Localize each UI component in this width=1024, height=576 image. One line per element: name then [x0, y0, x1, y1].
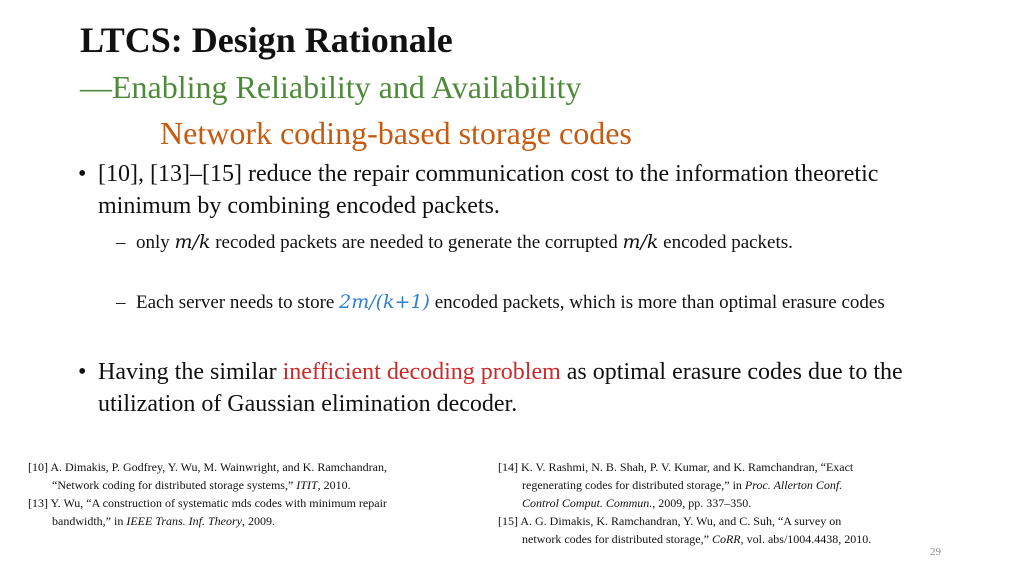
text-run: encoded packets. — [658, 232, 793, 253]
reference-10 — [28, 458, 498, 494]
bullet-decoding-problem — [78, 356, 938, 420]
text-run: , 2009, pp. 337–350. — [652, 496, 752, 510]
bullet-text — [98, 356, 938, 420]
references-right — [498, 458, 968, 548]
slide-subtitle — [80, 66, 582, 108]
reference-line: [10] A. Dimakis, P. Godfrey, Y. Wu, M. Wainwright, and K. Ramchandran, — [28, 460, 387, 474]
reference-14 — [498, 458, 968, 512]
venue-italic: Proc. Allerton Conf. — [744, 478, 843, 492]
venue-italic: Control Comput. Commun. — [522, 496, 653, 510]
slide-title: LTCS: Design Rationale — [80, 20, 453, 60]
text-run: only — [136, 232, 175, 253]
math-expression: m/k — [174, 231, 211, 253]
text-run: , vol. abs/1004.4438, 2010. — [740, 532, 872, 546]
subtitle-dash: — — [80, 69, 112, 105]
reference-13 — [28, 494, 498, 530]
subtitle-text: Enabling Reliability and Availability — [112, 69, 582, 105]
text-run: Having the similar — [98, 359, 283, 385]
subbullet-mark: – — [116, 292, 126, 313]
subbullet-recoded-packets — [116, 230, 936, 255]
text-run: “Network coding for distributed storage systems,” — [52, 478, 297, 492]
text-run: regenerating codes for distributed storage,” in — [522, 478, 745, 492]
reference-line — [498, 476, 968, 494]
reference-line — [498, 494, 968, 512]
text-run: bandwidth,” in — [52, 514, 127, 528]
bullet-repair-cost — [78, 158, 938, 222]
subbullet-text — [136, 230, 936, 255]
slide-subsubtitle: Network coding-based storage codes — [160, 115, 632, 151]
text-run: as optimal erasure codes due to the utilization of Gaussian elimination decoder. — [98, 359, 903, 417]
venue-italic: IEEE Trans. Inf. Theory — [126, 514, 242, 528]
venue-italic: CoRR — [711, 532, 741, 546]
text-run: , 2010. — [317, 478, 351, 492]
page-number: 29 — [930, 546, 941, 558]
references-left — [28, 458, 498, 530]
reference-line: [15] A. G. Dimakis, K. Ramchandran, Y. Wu, and C. Suh, “A survey on — [498, 514, 842, 528]
text-run: recoded packets are needed to generate the corrupted — [210, 232, 623, 253]
reference-line — [28, 476, 498, 494]
subbullet-mark: – — [116, 232, 126, 253]
bullet-mark: • — [78, 161, 87, 187]
subbullet-server-storage — [116, 290, 936, 315]
text-run: encoded packets, which is more than optimal erasure codes — [429, 292, 885, 313]
reference-line: [13] Y. Wu, “A construction of systematic mds codes with minimum repair — [28, 496, 387, 510]
highlighted-phrase: inefficient decoding problem — [282, 359, 561, 385]
reference-line — [28, 512, 498, 530]
bullet-text: [10], [13]–[15] reduce the repair communication cost to the information theoretic minimum by combining encoded packets. — [98, 161, 879, 219]
math-expression: m/k — [622, 231, 659, 253]
reference-line — [498, 530, 968, 548]
reference-15 — [498, 512, 968, 548]
venue-italic: ITIT — [296, 478, 318, 492]
bullet-mark: • — [78, 359, 87, 385]
text-run: Each server needs to store — [136, 292, 340, 313]
highlighted-math-expression: 2m/(k+1) — [339, 291, 430, 313]
text-run: network codes for distributed storage,” — [522, 532, 712, 546]
subbullet-text — [136, 290, 936, 315]
reference-line: [14] K. V. Rashmi, N. B. Shah, P. V. Kumar, and K. Ramchandran, “Exact — [498, 460, 854, 474]
text-run: , 2009. — [242, 514, 275, 528]
